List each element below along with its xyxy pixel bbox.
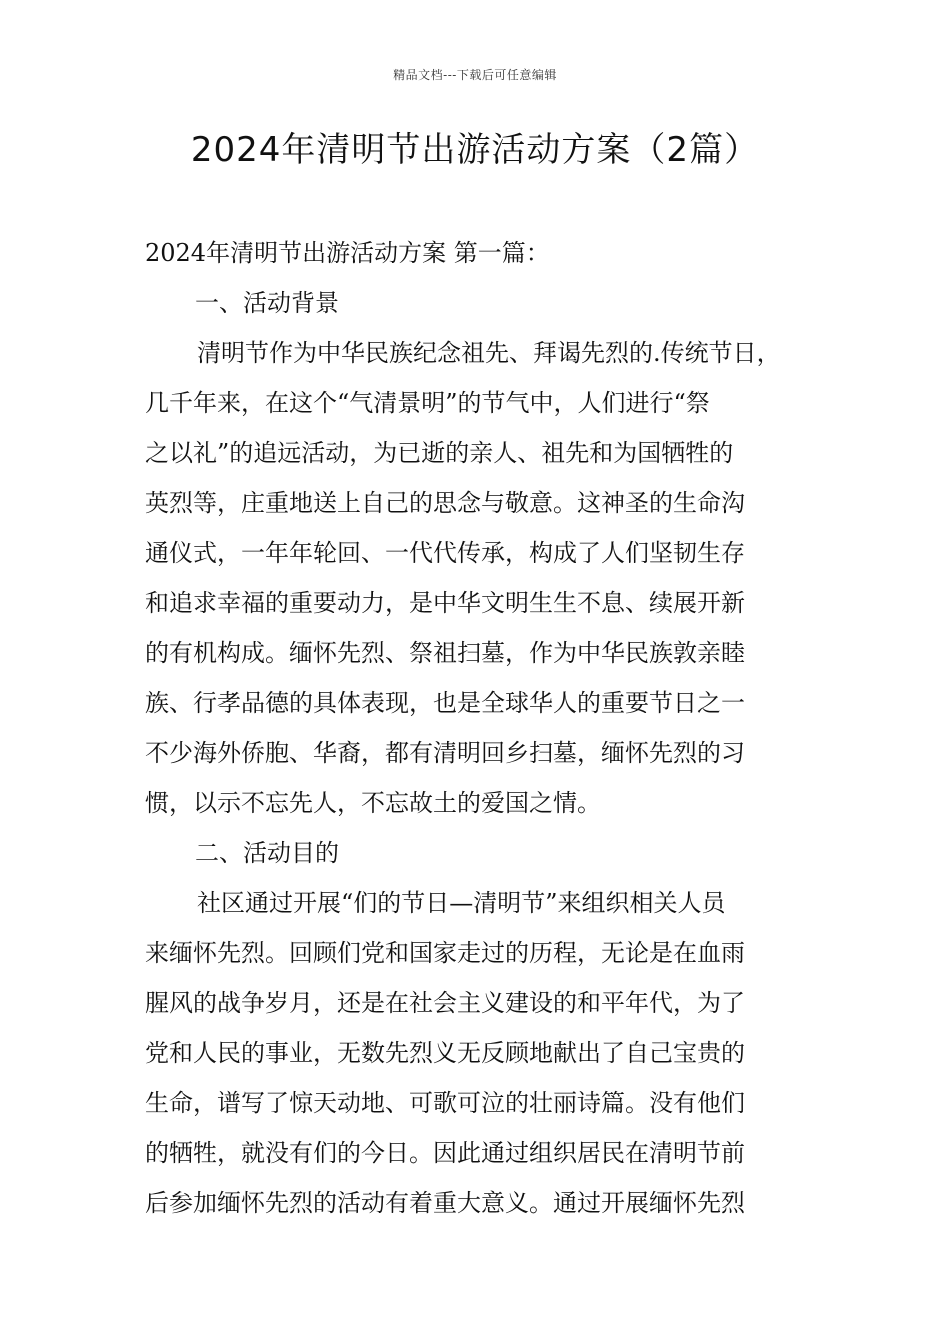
paragraph-line: 不少海外侨胞、华裔，都有清明回乡扫墓，缅怀先烈的习 [145,739,745,767]
paragraph-line: 的有机构成。缅怀先烈、祭祖扫墓，作为中华民族敦亲睦 [145,639,745,667]
paragraph-line: 生命，谱写了惊天动地、可歌可泣的壮丽诗篇。没有他们 [145,1089,745,1117]
document-title: 2024年清明节出游活动方案（2篇） [190,130,760,170]
paragraph-line: 党和人民的事业，无数先烈义无反顾地献出了自己宝贵的 [145,1039,745,1067]
paragraph-line: 通仪式，一年年轮回、一代代传承，构成了人们坚韧生存 [145,539,745,567]
paragraph-line: 族、行孝品德的具体表现，也是全球华人的重要节日之一 [145,689,745,717]
paragraph-background [145,328,810,828]
paragraph-line: 来缅怀先烈。回顾们党和国家走过的历程，无论是在血雨 [145,939,745,967]
header-note: 精品文档---下载后可任意编辑 [393,68,557,82]
paragraph-line: 腥风的战争岁月，还是在社会主义建设的和平年代，为了 [145,989,745,1017]
paragraph-line: 惯，以示不忘先人，不忘故土的爱国之情。 [145,789,601,817]
section-heading-background: 一、活动背景 [195,289,339,317]
paragraph-line: 的牺牲，就没有们的今日。因此通过组织居民在清明节前 [145,1139,745,1167]
paragraph-line: 之以礼”的追远活动，为已逝的亲人、祖先和为国牺牲的 [145,439,734,467]
paragraph-line: 社区通过开展“们的节日—清明节”来组织相关人员 [197,889,726,917]
paragraph-line: 英烈等，庄重地送上自己的思念与敬意。这神圣的生命沟 [145,489,745,517]
document-body [145,228,810,1228]
paragraph-line: 几千年来，在这个“气清景明”的节气中，人们进行“祭 [145,389,710,417]
paragraph-line: 后参加缅怀先烈的活动有着重大意义。通过开展缅怀先烈 [145,1189,745,1217]
paragraph-purpose [145,878,810,1228]
paragraph-line: 和追求幸福的重要动力，是中华文明生生不息、续展开新 [145,589,745,617]
paragraph-line: 清明节作为中华民族纪念祖先、拜谒先烈的.传统节日， [197,339,781,367]
section-heading-purpose: 二、活动目的 [195,839,339,867]
part-heading: 2024年清明节出游活动方案 第一篇： [145,239,550,267]
